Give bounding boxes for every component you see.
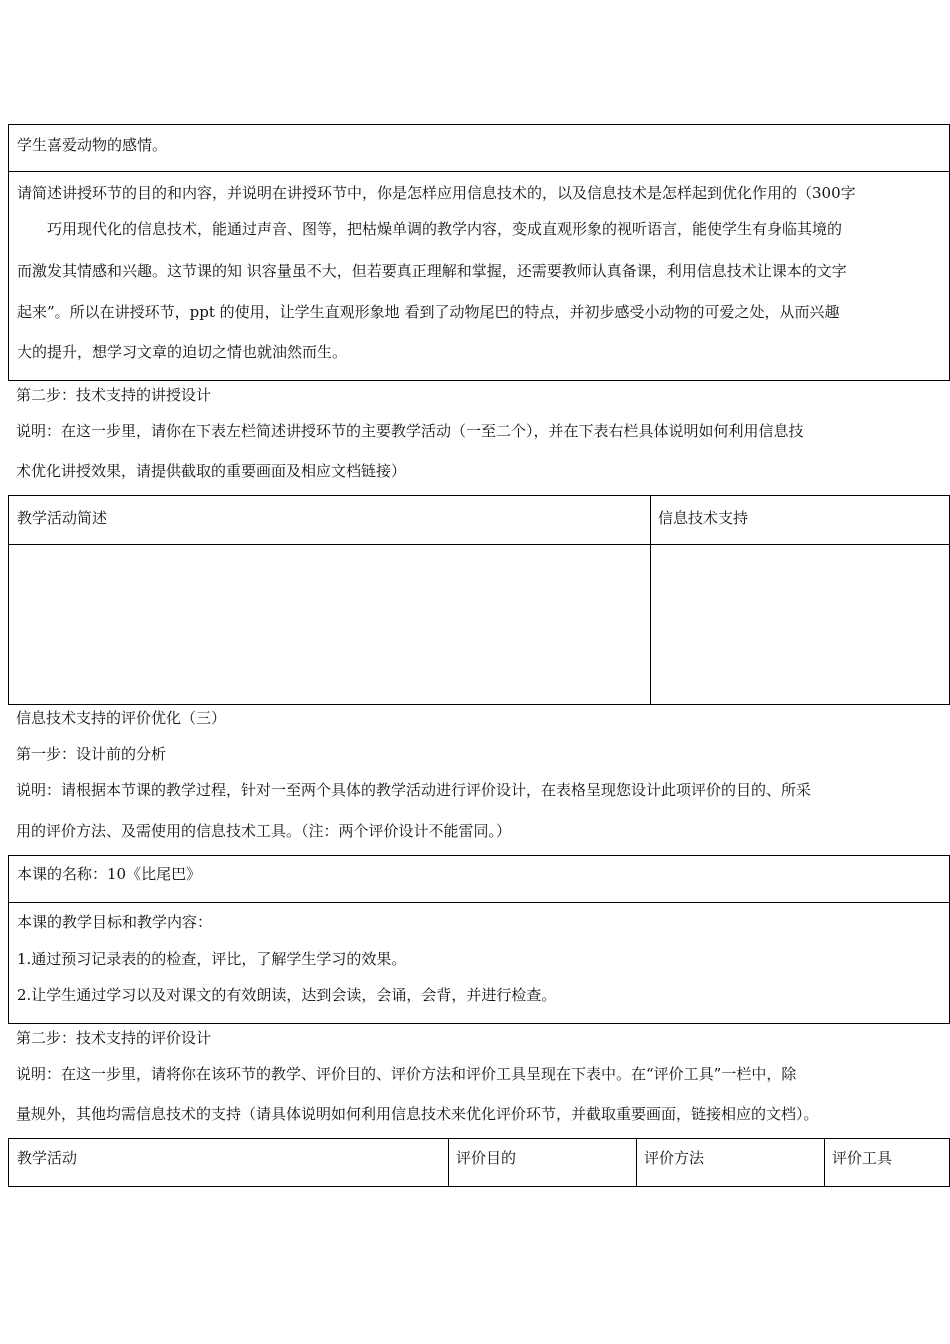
step2-lecture-title: 第二步：技术支持的讲授设计: [16, 386, 212, 404]
lesson-goals-box: [8, 902, 950, 1024]
intro-text: 学生喜爱动物的感情。: [17, 136, 168, 154]
table2-col-method: [636, 1139, 825, 1186]
step2-lecture-desc-1: 说明：在这一步里，请你在下表左栏简述讲授环节的主要教学活动（一至二个），并在下表右栏具体说明如何利用信息技: [16, 422, 804, 440]
purpose-answer-line-1: 巧用现代化的信息技术，能通过声音、图等，把枯燥单调的教学内容，变成直观形象的视听语言，能使学生有身临其境的: [47, 220, 843, 238]
intro-box: [8, 124, 950, 172]
table2-col-purpose: [448, 1139, 637, 1186]
step2-eval-title: 第二步：技术支持的评价设计: [16, 1029, 212, 1047]
table2-col-activity: [9, 1139, 449, 1186]
step2-lecture-desc-2: 术优化讲授效果，请提供截取的重要画面及相应文档链接）: [16, 462, 407, 480]
purpose-answer-line-4: 大的提升，想学习文章的迫切之情也就油然而生。: [17, 343, 348, 361]
table1-header-activity: 教学活动简述: [17, 509, 108, 527]
table2-header-activity: 教学活动: [17, 1149, 78, 1167]
goal-item-2: 2.让学生通过学习以及对课文的有效朗读，达到会读，会诵，会背，并进行检查。: [17, 986, 557, 1004]
purpose-question: 请简述讲授环节的目的和内容，并说明在讲授环节中，你是怎样应用信息技术的，以及信息技术是怎样起到优化作用的（300字: [17, 184, 856, 202]
lesson-name: 本课的名称：10《比尾巴》: [17, 865, 202, 883]
lecture-purpose-box: [8, 171, 950, 381]
table2-col-tool: [824, 1139, 949, 1186]
table1-header-tech: 信息技术支持: [658, 509, 749, 527]
lesson-name-box: [8, 855, 950, 903]
step1-desc-1: 说明：请根据本节课的教学过程，针对一至两个具体的教学活动进行评价设计，在表格呈现您设计此项评价的目的、所采: [16, 781, 812, 799]
purpose-answer-line-2: 而激发其情感和兴趣。这节课的知 识容量虽不大，但若要真正理解和掌握，还需要教师认真备课，利用信息技术让课本的文字: [17, 262, 847, 280]
table2-header-tool: 评价工具: [832, 1149, 893, 1167]
step2-eval-desc-2: 量规外，其他均需信息技术的支持（请具体说明如何利用信息技术来优化评价环节，并截取重要画面，链接相应的文档）。: [16, 1105, 819, 1123]
section3-title: 信息技术支持的评价优化（三）: [16, 709, 227, 727]
step2-eval-desc-1: 说明：在这一步里，请将你在该环节的教学、评价目的、评价方法和评价工具呈现在下表中。在“评价工具”一栏中，除: [16, 1065, 797, 1083]
goals-title: 本课的教学目标和教学内容：: [17, 913, 213, 931]
purpose-answer-line-3: 起来”。所以在讲授环节，ppt 的使用，让学生直观形象地 看到了动物尾巴的特点，并初步感受小动物的可爱之处，从而兴趣: [17, 303, 840, 321]
step1-desc-2: 用的评价方法、及需使用的信息技术工具。（注：两个评价设计不能雷同。）: [16, 822, 512, 840]
table2-header-method: 评价方法: [644, 1149, 705, 1167]
step1-analysis-title: 第一步：设计前的分析: [16, 745, 167, 763]
table1-col-activity: [9, 496, 651, 704]
goal-item-1: 1.通过预习记录表的的检查，评比，了解学生学习的效果。: [17, 950, 407, 968]
table1-col-tech: [650, 496, 949, 704]
eval-design-table: [8, 1138, 950, 1187]
table2-header-purpose: 评价目的: [456, 1149, 517, 1167]
lecture-design-table: [8, 495, 950, 705]
